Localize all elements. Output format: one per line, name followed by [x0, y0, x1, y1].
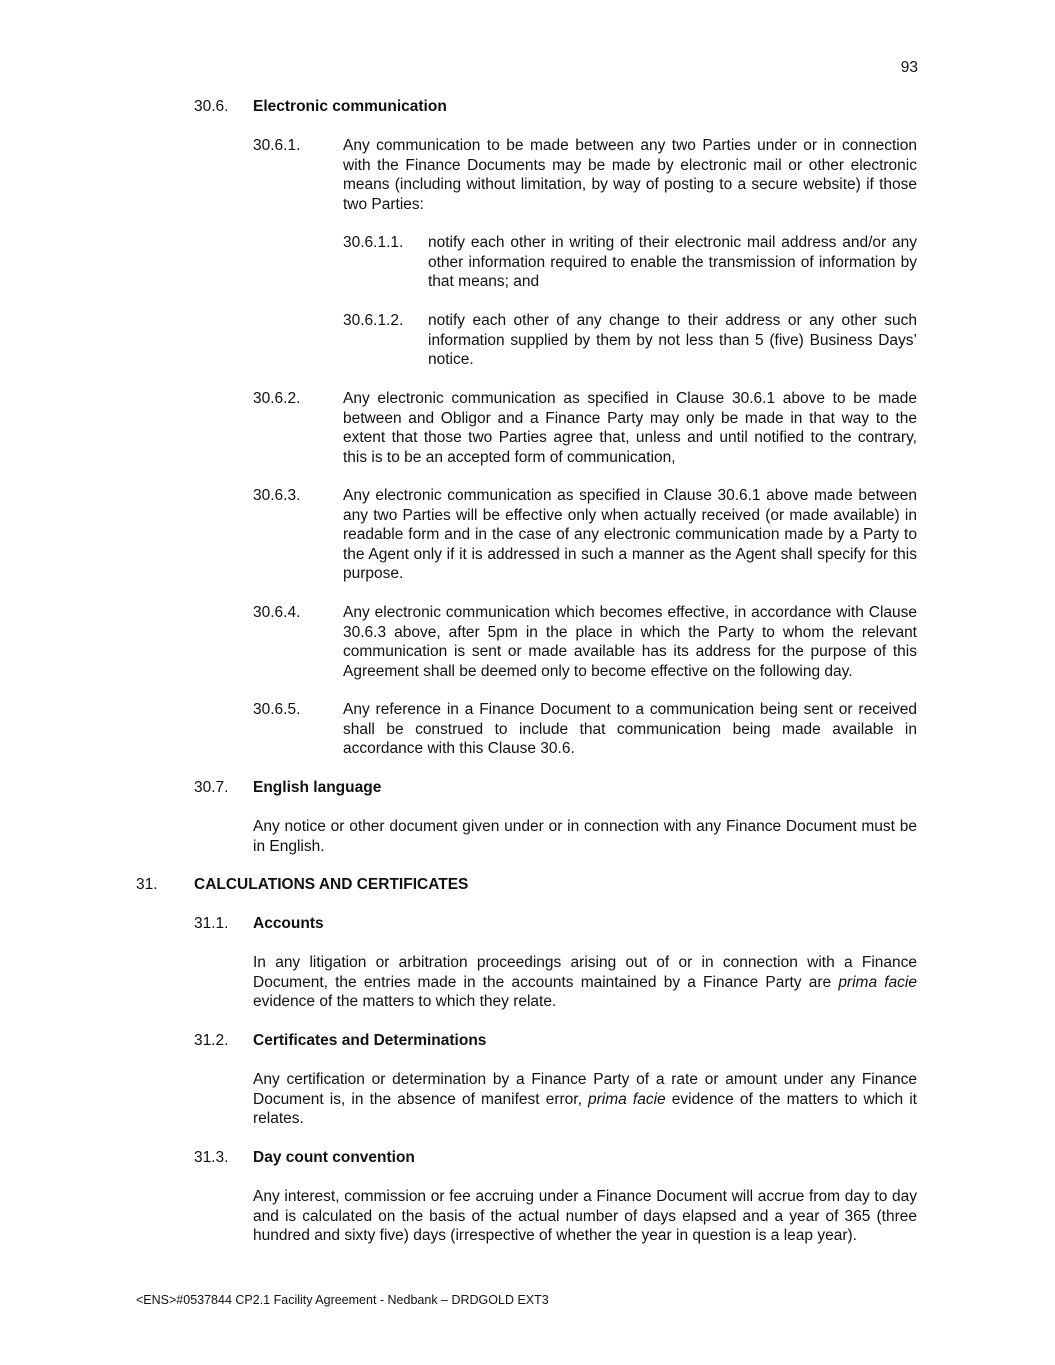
clause-text [253, 953, 917, 1012]
clause-number: 30.6.1.2. [343, 312, 404, 329]
text-run: In any litigation or arbitration proceedings arising out of or in connection with a Finance Document, the entries made in the accounts maintained by a Finance Party are [253, 954, 917, 991]
clause-text: Any interest, commission or fee accruing under a Finance Document will accrue from day to day and is calculated on the basis of the actual number of days elapsed and a year of 365 (three hundred and sixty five) days (irrespective of whether the year in question is a leap year). [253, 1188, 917, 1244]
clause-number: 31.3. [194, 1149, 229, 1166]
clause-heading: Accounts [253, 915, 324, 932]
clause-heading: Certificates and Determinations [253, 1032, 487, 1049]
clause-number: 30.6. [194, 98, 229, 115]
text-run: Any certification or determination by a Finance Party of a rate or amount under any Finance Document is, in the absence of manifest error, [253, 1071, 917, 1108]
footer-reference: <ENS>#0537844 CP2.1 Facility Agreement - Nedbank – DRDGOLD EXT3 [136, 1293, 549, 1307]
clause-text: notify each other in writing of their electronic mail address and/or any other information required to enable the transmission of information by that means; and [428, 234, 917, 290]
text-run: evidence of the matters to which it relates. [253, 1090, 917, 1127]
page-number: 93 [900, 59, 918, 76]
clause-number: 30.7. [194, 779, 229, 796]
clause-number: 30.6.4. [253, 604, 301, 621]
clause-text: Any reference in a Finance Document to a communication being sent or received shall be construed to include that communication being made available in accordance with this Clause 30.6. [343, 701, 917, 757]
clause-number: 30.6.1. [253, 137, 301, 154]
clause-text: Any notice or other document given under or in connection with any Finance Document must be in English. [253, 818, 917, 855]
clause-number: 30.6.5. [253, 701, 301, 718]
clause-text: Any electronic communication as specified in Clause 30.6.1 above to be made between and Obligor and a Finance Party may only be made in that way to the extent that those two Parties agree that, unless and until notified to the contrary, this is to be an accepted form of communication, [343, 390, 917, 466]
clause-number: 30.6.1.1. [343, 234, 404, 251]
italic-term: prima facie [838, 973, 917, 991]
clause-text: Any electronic communication as specified in Clause 30.6.1 above made between any two Parties will be effective only when actually received (or made available) in readable form and in the case of any electronic communication made by a Party to the Agent only if it is addressed in such a manner as the Agent shall specify for this purpose. [343, 487, 917, 582]
clause-heading: Day count convention [253, 1149, 415, 1166]
clause-number: 31.1. [194, 915, 229, 932]
clause-text: Any communication to be made between any two Parties under or in connection with the Finance Documents may be made by electronic mail or other electronic means (including without limitation, by way of posting to a secure website) if those two Parties: [343, 137, 917, 213]
clause-number: 30.6.2. [253, 390, 301, 407]
clause-heading: Electronic communication [253, 98, 447, 115]
clause-text [253, 1070, 917, 1129]
text-run: evidence of the matters to which they relate. [253, 993, 557, 1010]
clause-number: 30.6.3. [253, 487, 301, 504]
section-heading: CALCULATIONS AND CERTIFICATES [194, 876, 469, 893]
clause-number: 31.2. [194, 1032, 229, 1049]
clause-heading: English language [253, 779, 382, 796]
clause-text: Any electronic communication which becomes effective, in accordance with Clause 30.6.3 above, after 5pm in the place in which the Party to whom the relevant communication is sent or made available has its address for the purpose of this Agreement shall be deemed only to become effective on the following day. [343, 604, 917, 680]
section-number: 31. [136, 876, 158, 893]
clause-text: notify each other of any change to their address or any other such information supplied by them by not less than 5 (five) Business Days’ notice. [428, 312, 917, 368]
italic-term: prima facie [588, 1090, 666, 1108]
